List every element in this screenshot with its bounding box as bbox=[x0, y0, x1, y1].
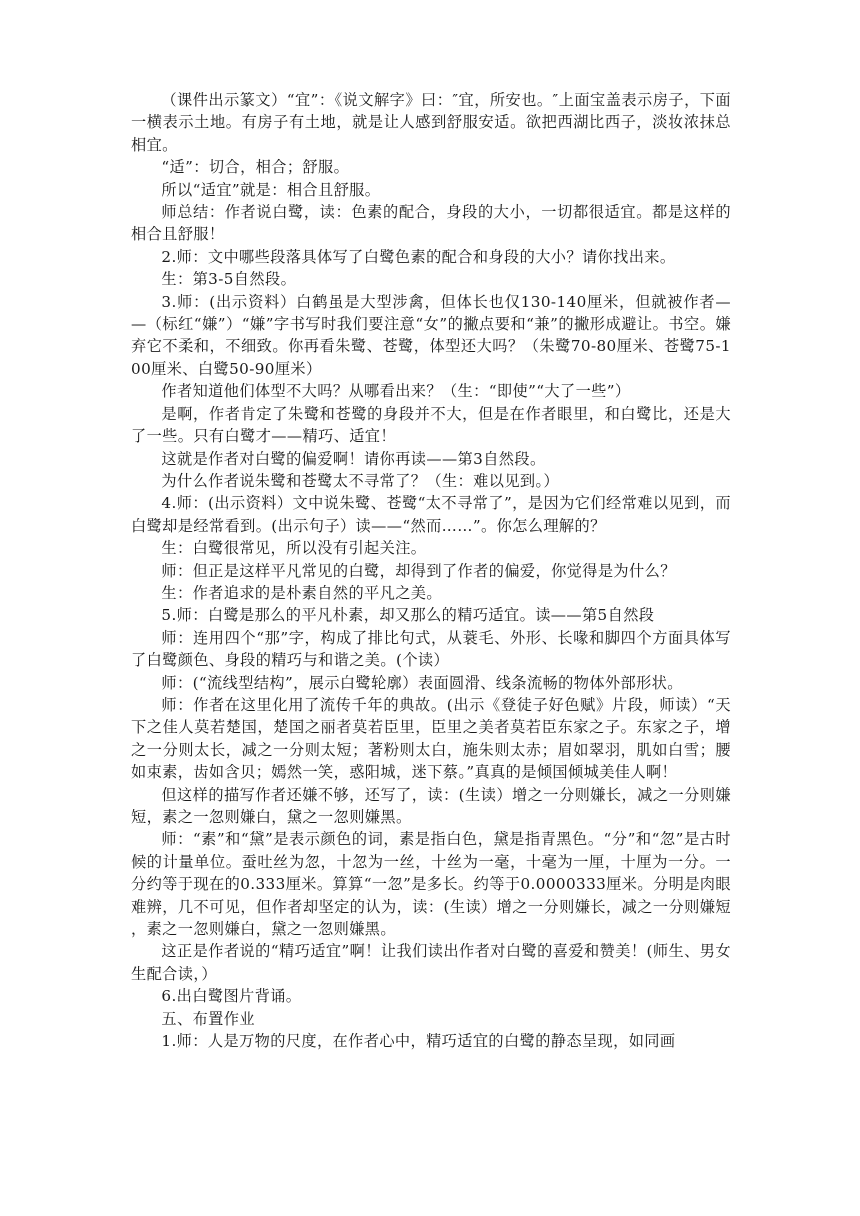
paragraph: 师：“素”和“黛”是表示颜色的词，素是指白色，黛是指青黑色。“分”和“忽”是古时候的计量单位。蚕吐丝为忽，十忽为一丝，十丝为一毫，十毫为一厘，十厘为一分。一分约等于现在的0.333厘米。算算“一忽”是多长。约等于0.0000333厘米。分明是肉眼难辨，几不可见，但作者却坚定的认为，读：(生读）增之一分则嫌长，减之一分则嫌短，素之一忽则嫌白，黛之一忽则嫌黑。 bbox=[131, 830, 731, 939]
paragraph: 3.师：(出示资料）白鹤虽是大型涉禽，但体长也仅130-140厘米，但就被作者——（标红“嫌”）“嫌”字书写时我们要注意“女”的撇点要和“兼”的撇形成避让。书空。嫌弃它不柔和，不细致。你再看朱鹭、苍鹭，体型还大吗？（朱鹭70-80厘米、苍鹭75-100厘米、白鹭50-90厘米） bbox=[131, 292, 731, 378]
section-heading: 五、布置作业 bbox=[161, 1009, 255, 1028]
paragraph: 4.师：(出示资料）文中说朱鹭、苍鹭“太不寻常了”，是因为它们经常难以见到，而白鹭却是经常看到。(出示句子）读——“然而……”。你怎么理解的？ bbox=[131, 494, 731, 535]
paragraph: 师总结：作者说白鹭，读：色素的配合，身段的大小，一切都很适宜。都是这样的相合且舒服！ bbox=[131, 203, 731, 244]
paragraph: （课件出示篆文）“宜”：《说文解字》曰：″宜，所安也。″上面宝盖表示房子，下面一横表示土地。有房子有土地，就是让人感到舒服安适。欲把西湖比西子，淡妆浓抹总相宜。 bbox=[131, 91, 731, 154]
paragraph: 师：连用四个“那”字，构成了排比句式，从蓑毛、外形、长喙和脚四个方面具体写了白鹭颜色、身段的精巧与和谐之美。(个读） bbox=[131, 628, 731, 670]
paragraph: 这正是作者说的“精巧适宜”啊！让我们读出作者对白鹭的喜爱和赞美！(师生、男女生配合读，） bbox=[131, 942, 731, 983]
paragraph: “适”：切合，相合；舒服。 bbox=[161, 158, 350, 177]
paragraph: 生：第3-5自然段。 bbox=[161, 270, 297, 289]
paragraph: 5.师：白鹭是那么的平凡朴素，却又那么的精巧适宜。读——第5自然段 bbox=[161, 606, 655, 625]
paragraph: 师：(“流线型结构”，展示白鹭轮廓）表面圆滑、线条流畅的物体外部形状。 bbox=[161, 673, 683, 692]
paragraph: 为什么作者说朱鹭和苍鹭太不寻常了？（生：难以见到。） bbox=[161, 471, 560, 490]
paragraph: 但这样的描写作者还嫌不够，还写了，读：(生读）增之一分则嫌长，减之一分则嫌短，素之一忽则嫌白，黛之一忽则嫌黑。 bbox=[131, 785, 731, 826]
paragraph: 作者知道他们体型不大吗？从哪看出来？（生：“即使”“大了一些”） bbox=[161, 382, 631, 401]
document-body bbox=[131, 89, 731, 1052]
paragraph: 生：作者追求的是朴素自然的平凡之美。 bbox=[161, 583, 442, 602]
paragraph: 师：作者在这里化用了流传千年的典故。(出示《登徒子好色赋》片段，师读）“天下之佳人莫若楚国，楚国之丽者莫若臣里，臣里之美者莫若臣东家之子。东家之子，增之一分则太长，减之一分则太短；著粉则太白，施朱则太赤；眉如翠羽，肌如白雪；腰如束素，齿如含贝；嫣然一笑，惑阳城，迷下蔡。”真真的是倾国倾城美佳人啊！ bbox=[131, 695, 731, 782]
paragraph: 1.师：人是万物的尺度，在作者心中，精巧适宜的白鹭的静态呈现，如同画 bbox=[161, 1032, 676, 1051]
paragraph: 师：但正是这样平凡常见的白鹭，却得到了作者的偏爱，你觉得是为什么？ bbox=[161, 561, 676, 580]
paragraph: 生：白鹭很常见，所以没有引起关注。 bbox=[161, 539, 427, 558]
paragraph: 2.师：文中哪些段落具体写了白鹭色素的配合和身段的大小？请你找出来。 bbox=[161, 247, 676, 266]
paragraph: 所以“适宜”就是：相合且舒服。 bbox=[161, 180, 381, 199]
paragraph: 是啊，作者肯定了朱鹭和苍鹭的身段并不大，但是在作者眼里，和白鹭比，还是大了一些。只有白鹭才——精巧、适宜！ bbox=[131, 404, 731, 446]
paragraph: 6.出白鹭图片背诵。 bbox=[161, 987, 302, 1006]
paragraph: 这就是作者对白鹭的偏爱啊！请你再读——第3自然段。 bbox=[161, 449, 546, 468]
